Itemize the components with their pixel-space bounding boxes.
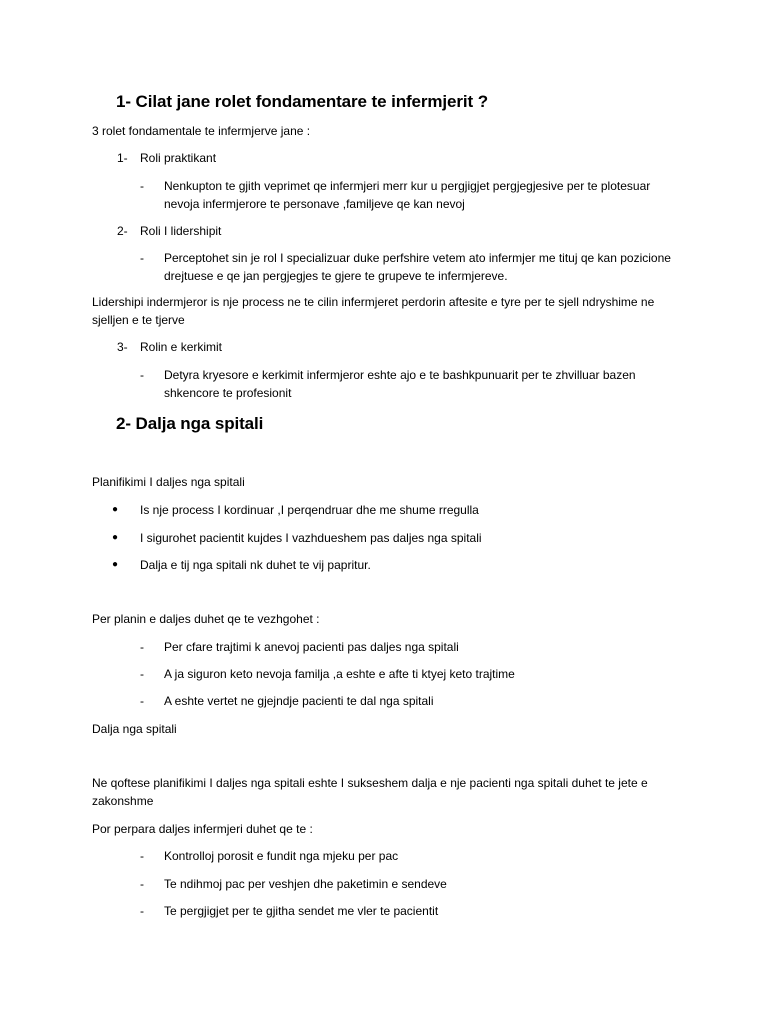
- role-2-dash: -: [140, 251, 144, 265]
- bullet-1-text: Is nje process I kordinuar ,I perqendruar dhe me shume rregulla: [140, 503, 479, 517]
- before-3-dash: -: [140, 904, 144, 918]
- role-2-description: Perceptohet sin je rol I specializuar duke perfshire vetem ato infermjer me tituj qe kan pozicione drejtuese e qe jan pergjegjes te gjere te grupeve te infermjereve.: [164, 251, 671, 283]
- observe-2-dash: -: [140, 667, 144, 681]
- planning-label: Planifikimi I daljes nga spitali: [92, 475, 245, 489]
- role-1-dash: -: [140, 179, 144, 193]
- observe-3-dash: -: [140, 694, 144, 708]
- observe-3-text: A eshte vertet ne gjejndje pacienti te dal nga spitali: [164, 694, 434, 708]
- role-3-dash: -: [140, 368, 144, 382]
- role-3-number: 3-: [117, 340, 128, 354]
- before-2-dash: -: [140, 877, 144, 891]
- observe-1-dash: -: [140, 640, 144, 654]
- section-1-intro: 3 rolet fondamentale te infermjerve jane :: [92, 124, 311, 138]
- bullet-2-text: I sigurohet pacientit kujdes I vazhdueshem pas daljes nga spitali: [140, 531, 482, 545]
- before-2-text: Te ndihmoj pac per veshjen dhe paketimin e sendeve: [164, 877, 447, 891]
- role-1-number: 1-: [117, 151, 128, 165]
- role-3-title: Rolin e kerkimit: [140, 340, 223, 354]
- before-label: Por perpara daljes infermjeri duhet qe te :: [92, 822, 313, 836]
- before-1-text: Kontrolloj porosit e fundit nga mjeku per pac: [164, 849, 399, 863]
- bullet-1-marker: ●: [112, 504, 119, 515]
- role-3-description: Detyra kryesore e kerkimit infermjeror eshte ajo e te bashkpunuarit per te zhvilluar bazen shkencore te profesionit: [164, 368, 636, 400]
- role-1-description: Nenkupton te gjith veprimet qe infermjeri merr kur u pergjigjet pergjegjesive per te plotesuar nevoja infermjerore te personave ,familjeve qe kan nevoj: [164, 179, 651, 211]
- role-2-title: Roli I lidershipit: [140, 224, 222, 238]
- section-2-heading: 2- Dalja nga spitali: [116, 414, 264, 433]
- role-2-number: 2-: [117, 224, 128, 238]
- bullet-3-text: Dalja e tij nga spitali nk duhet te vij papritur.: [140, 558, 371, 572]
- bullet-3-marker: ●: [112, 559, 119, 570]
- observe-label: Per planin e daljes duhet qe te vezhgohet :: [92, 612, 320, 626]
- section-1-heading: 1- Cilat jane rolet fondamentare te infermjerit ?: [116, 92, 489, 111]
- bullet-2-marker: ●: [112, 532, 119, 543]
- success-text: Ne qoftese planifikimi I daljes nga spitali eshte I sukseshem dalja e nje pacienti nga spitali duhet te jete e zakonshme: [92, 776, 648, 808]
- subheading-dalja: Dalja nga spitali: [92, 722, 177, 736]
- observe-2-text: A ja siguron keto nevoja familja ,a eshte e afte ti ktyej keto trajtime: [164, 667, 515, 681]
- observe-1-text: Per cfare trajtimi k anevoj pacienti pas daljes nga spitali: [164, 640, 459, 654]
- role-1-title: Roli praktikant: [140, 151, 217, 165]
- leadership-note: Lidershipi indermjeror is nje process ne te cilin infermjeret perdorin aftesite e tyre per te sjell ndryshime ne sjelljen e te tjerve: [92, 295, 655, 327]
- before-1-dash: -: [140, 849, 144, 863]
- before-3-text: Te pergjigjet per te gjitha sendet me vler te pacientit: [164, 904, 439, 918]
